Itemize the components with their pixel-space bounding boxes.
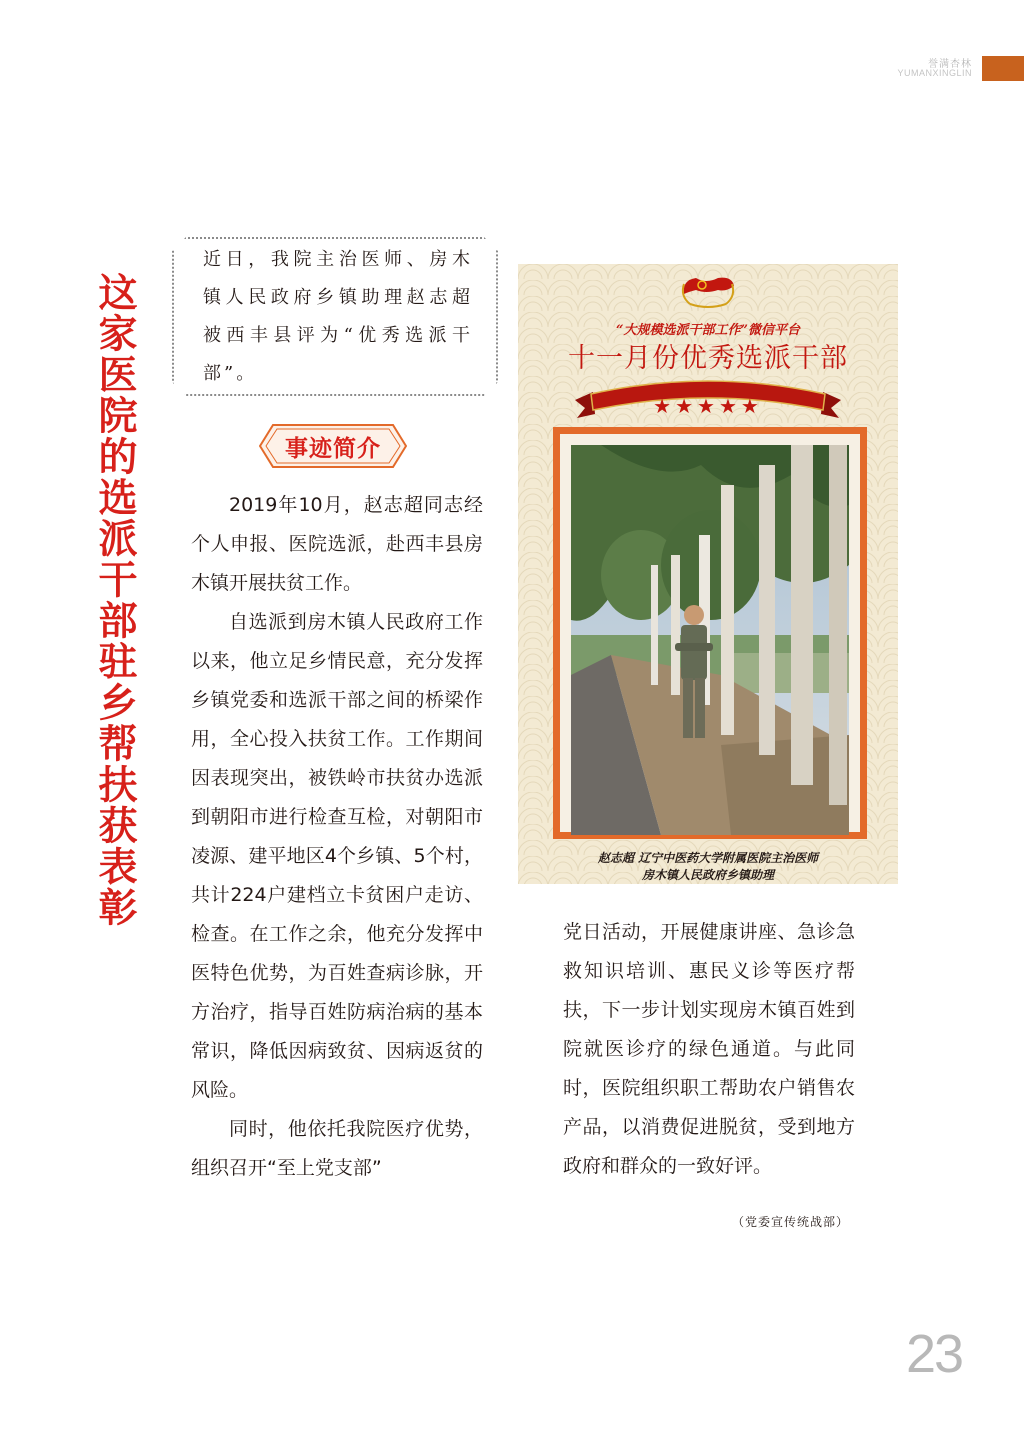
intro-text: 近日，我院主治医师、房木镇人民政府乡镇助理赵志超被西丰县评为“优秀选派干部”。 — [203, 249, 473, 384]
paragraph-1: 2019年10月，赵志超同志经个人申报、医院选派，赴西丰县房木镇开展扶贫工作。 — [191, 494, 483, 594]
body-column-2 — [563, 913, 855, 1186]
paragraph-3-continued: 党日活动，开展健康讲座、急诊急救知识培训、惠民义诊等医疗帮扶，下一步计划实现房木镇百姓到院就医诊疗的绿色通道。与此同时，医院组织职工帮助农户销售农产品，以消费促进脱贫，受到地方政府和群众的一致好评。 — [563, 921, 855, 1177]
section-heading-label: 事迹简介 — [285, 434, 381, 462]
header-color-bar — [982, 56, 1024, 81]
poster-title: 十一月份优秀选派干部 — [568, 343, 848, 374]
article-title: 这家医院的选派干部驻乡帮扶获表彰 — [92, 272, 138, 928]
poster-caption-line-1: 赵志超 辽宁中医药大学附属医院主治医师 — [597, 851, 819, 865]
photo-frame — [553, 427, 867, 839]
paragraph-3: 同时，他依托我院医疗优势，组织召开“至上党支部” — [191, 1118, 483, 1179]
award-poster — [518, 264, 898, 884]
poster-caption-line-2: 房木镇人民政府乡镇助理 — [641, 868, 774, 882]
body-column-1 — [191, 486, 483, 1188]
photo-of-person-among-trees — [571, 445, 849, 835]
party-flag-emblem-icon — [678, 272, 738, 312]
section-heading — [259, 424, 407, 468]
poster-subtitle: “大规模选派干部工作”微信平台 — [616, 323, 800, 338]
magazine-name-pinyin: YUMANXINGLIN — [897, 68, 972, 78]
magazine-name: 誉满杏林 — [928, 59, 972, 70]
author-signature: （党委宣传统战部） — [732, 1215, 850, 1229]
page-number: 23 — [906, 1324, 963, 1384]
poster-stars: ★★★★★ — [653, 394, 763, 418]
paragraph-2: 自选派到房木镇人民政府工作以来，他立足乡情民意，充分发挥乡镇党委和选派干部之间的桥梁作用，全心投入扶贫工作。工作期间因表现突出，被铁岭市扶贫办选派到朝阳市进行检查互检，对朝阳市凌源、建平地区4个乡镇、5个村，共计224户建档立卡贫困户走访、检查。在工作之余，他充分发挥中医特色优势，为百姓查病诊脉，开方治疗，指导百姓防病治病的基本常识，降低因病致贫、因病返贫的风险。 — [191, 611, 483, 1101]
